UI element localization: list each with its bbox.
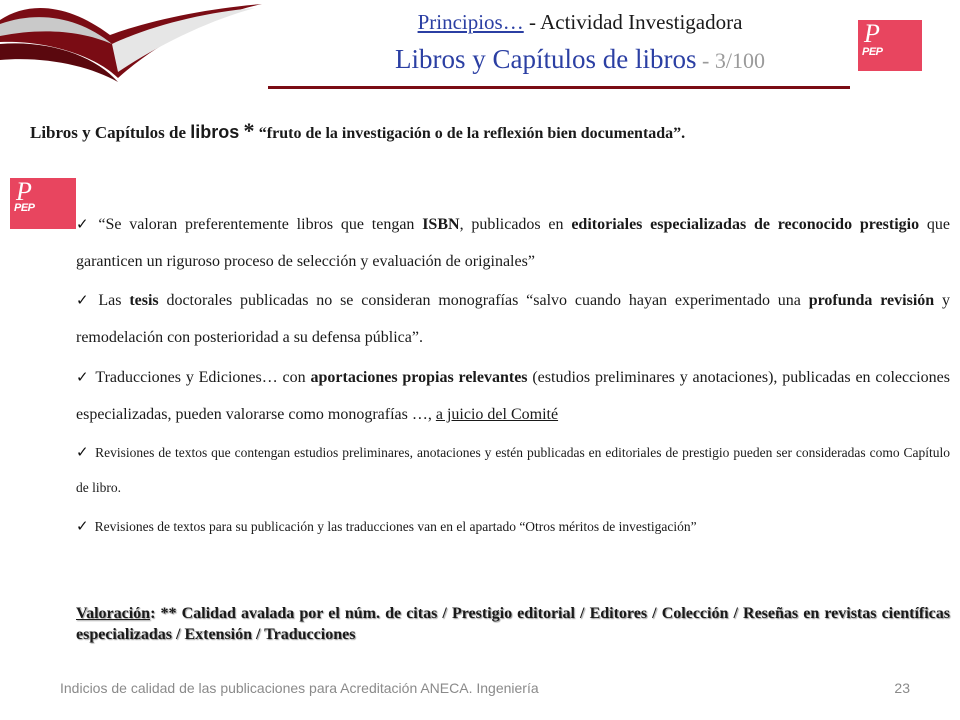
underlined-text: a juicio del Comité <box>435 406 559 423</box>
slide-number: 23 <box>894 680 910 696</box>
pep-logo-letter: P <box>16 178 32 206</box>
section-title: Actividad Investigadora <box>540 10 743 34</box>
text: , publicados en <box>459 216 572 233</box>
list-item <box>76 206 950 280</box>
pep-logo-text: PEP <box>14 202 35 214</box>
heading-lead: Libros y Capítulos de <box>30 123 191 142</box>
text: Las <box>98 292 130 309</box>
page-title: Libros y Capítulos de libros <box>395 44 697 74</box>
text: “Se valoran preferentemente libros que tengan <box>98 216 423 233</box>
page-counter: 3/100 <box>714 48 765 73</box>
pep-logo-text: PEP <box>862 46 883 58</box>
heading-libros: libros <box>190 122 240 142</box>
pep-logo-side <box>10 178 76 229</box>
text: y remodelación con posterioridad a su defensa pública”. <box>76 292 950 346</box>
bold-text: editoriales especializadas de reconocido prestigio <box>571 216 920 233</box>
list-item <box>76 282 950 356</box>
list-item <box>76 511 950 542</box>
checkmark-icon: ✓ <box>76 215 93 233</box>
heading-quote: “fruto de la investigación o de la reflexión bien documentada”. <box>258 125 686 142</box>
pep-logo-letter: P <box>864 20 880 48</box>
pep-logo-glyph <box>862 20 892 48</box>
bold-text: aportaciones propias relevantes <box>310 369 528 386</box>
checkmark-icon: ✓ <box>76 368 90 386</box>
footer <box>60 680 910 696</box>
title-separator-2: - <box>696 48 715 73</box>
list-item <box>76 435 950 505</box>
slide-title-line2 <box>300 44 860 75</box>
footer-caption: Indicios de calidad de las publicaciones para Acreditación ANECA. Ingeniería <box>60 680 539 696</box>
title-separator: - <box>523 10 541 34</box>
open-book-icon <box>0 0 270 90</box>
bold-text: profunda revisión <box>808 292 935 309</box>
checkmark-icon: ✓ <box>76 291 93 309</box>
text: Traducciones y Ediciones… con <box>95 369 311 386</box>
title-divider <box>268 86 850 89</box>
valoracion-label: Valoración <box>76 605 151 622</box>
pep-logo-top <box>858 20 922 71</box>
heading-star: * <box>243 118 255 143</box>
list-item <box>76 359 950 433</box>
text: (estudios preliminares y anotaciones), publicadas en colecciones especializadas, pueden valorarse como monografías …, <box>76 369 951 423</box>
text: que garanticen un riguroso proceso de selección y evaluación de originales” <box>76 216 951 270</box>
bold-text: tesis <box>129 292 159 309</box>
checkmark-icon: ✓ <box>76 443 90 461</box>
text: Revisiones de textos que contengan estudios preliminares, anotaciones y estén publicadas en editoriales de prestigio pueden ser consideradas como Capítulo de libro. <box>76 445 951 495</box>
checkmark-icon: ✓ <box>76 517 89 535</box>
valoracion-block <box>76 603 950 645</box>
valoracion-text: : ** Calidad avalada por el núm. de citas / Prestigio editorial / Editores / Colección / Reseñas en revistas científicas especializadas / Extensión / Traducciones <box>76 605 950 643</box>
principios-link[interactable]: Principios… <box>417 10 524 34</box>
text: Revisiones de textos para su publicación y las traducciones van en el apartado “Otros méritos de investigación” <box>94 519 697 534</box>
slide-title-line1 <box>300 10 860 35</box>
bold-text: ISBN <box>422 216 460 233</box>
section-heading <box>30 118 940 144</box>
criteria-list <box>76 206 950 542</box>
text: doctorales publicadas no se consideran monografías “salvo cuando hayan experimentado una <box>158 292 809 309</box>
